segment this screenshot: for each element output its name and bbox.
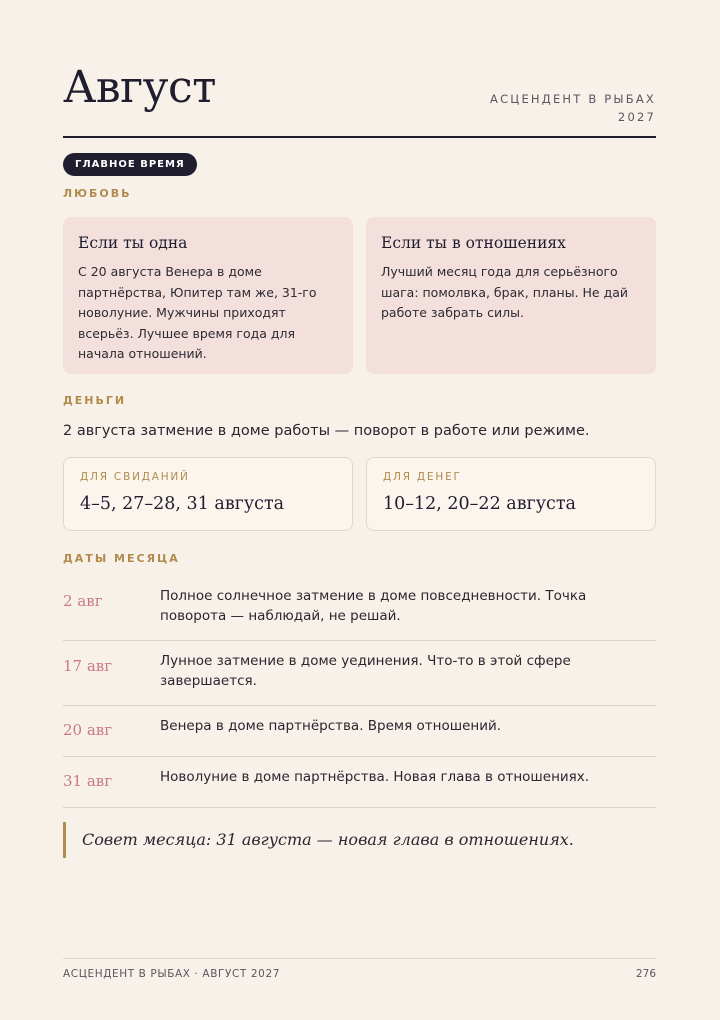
month-dates-list [63,576,656,808]
event-text: Полное солнечное затмение в доме повседневности. Точка поворота — наблюдай, не решай. [160,588,587,624]
footer-running-title: АСЦЕНДЕНТ В РЫБАХ · АВГУСТ 2027 [63,968,281,980]
love-section-label: ЛЮБОВЬ [63,187,132,200]
list-item [63,576,656,641]
event-text: Лунное затмение в доме уединения. Что-то в этой сфере завершается. [160,653,571,689]
dates-for-money-value: 10–12, 20–22 августа [383,494,576,514]
event-text: Венера в доме партнёрства. Время отношений. [160,718,502,734]
event-date: 20 авг [63,721,113,739]
dates-for-money-label: ДЛЯ ДЕНЕГ [383,471,462,483]
love-card-relationship [366,217,656,374]
love-card-single-title: Если ты одна [78,234,188,252]
event-text: Новолуние в доме партнёрства. Новая глава в отношениях. [160,769,590,785]
month-dates-section-label: ДАТЫ МЕСЯЦА [63,552,180,565]
dates-for-dating-value: 4–5, 27–28, 31 августа [80,494,285,514]
love-card-relationship-text: Лучший месяц года для серьёзного шага: помолвка, брак, планы. Не дай работе забрать силы. [381,264,629,320]
month-advice-quote: Совет месяца: 31 августа — новая глава в отношениях. [63,822,656,858]
dates-for-money-box [366,457,656,531]
page-header [63,58,656,138]
money-section-label: ДЕНЬГИ [63,394,127,407]
event-date: 31 авг [63,772,113,790]
money-text: 2 августа затмение в доме работы — поворот в работе или режиме. [63,423,590,439]
love-card-relationship-title: Если ты в отношениях [381,234,566,252]
love-card-single [63,217,353,374]
list-item [63,757,656,808]
event-date: 2 авг [63,592,103,610]
dates-for-dating-box [63,457,353,531]
event-date: 17 авг [63,657,113,675]
list-item [63,706,656,757]
header-year: 2027 [617,110,656,124]
page-title: Август [63,62,217,113]
page [63,0,656,1020]
page-number: 276 [635,968,656,980]
dates-for-dating-label: ДЛЯ СВИДАНИЙ [80,471,190,483]
header-meta [490,90,656,126]
list-item [63,641,656,706]
main-time-badge: ГЛАВНОЕ ВРЕМЯ [63,153,197,176]
love-card-single-text: С 20 августа Венера в доме партнёрства, Юпитер там же, 31-го новолуние. Мужчины приходят всерьёз. Лучшее время года для начала отношений. [78,264,317,361]
header-subtitle: АСЦЕНДЕНТ В РЫБАХ [490,92,656,106]
page-footer [63,958,656,980]
